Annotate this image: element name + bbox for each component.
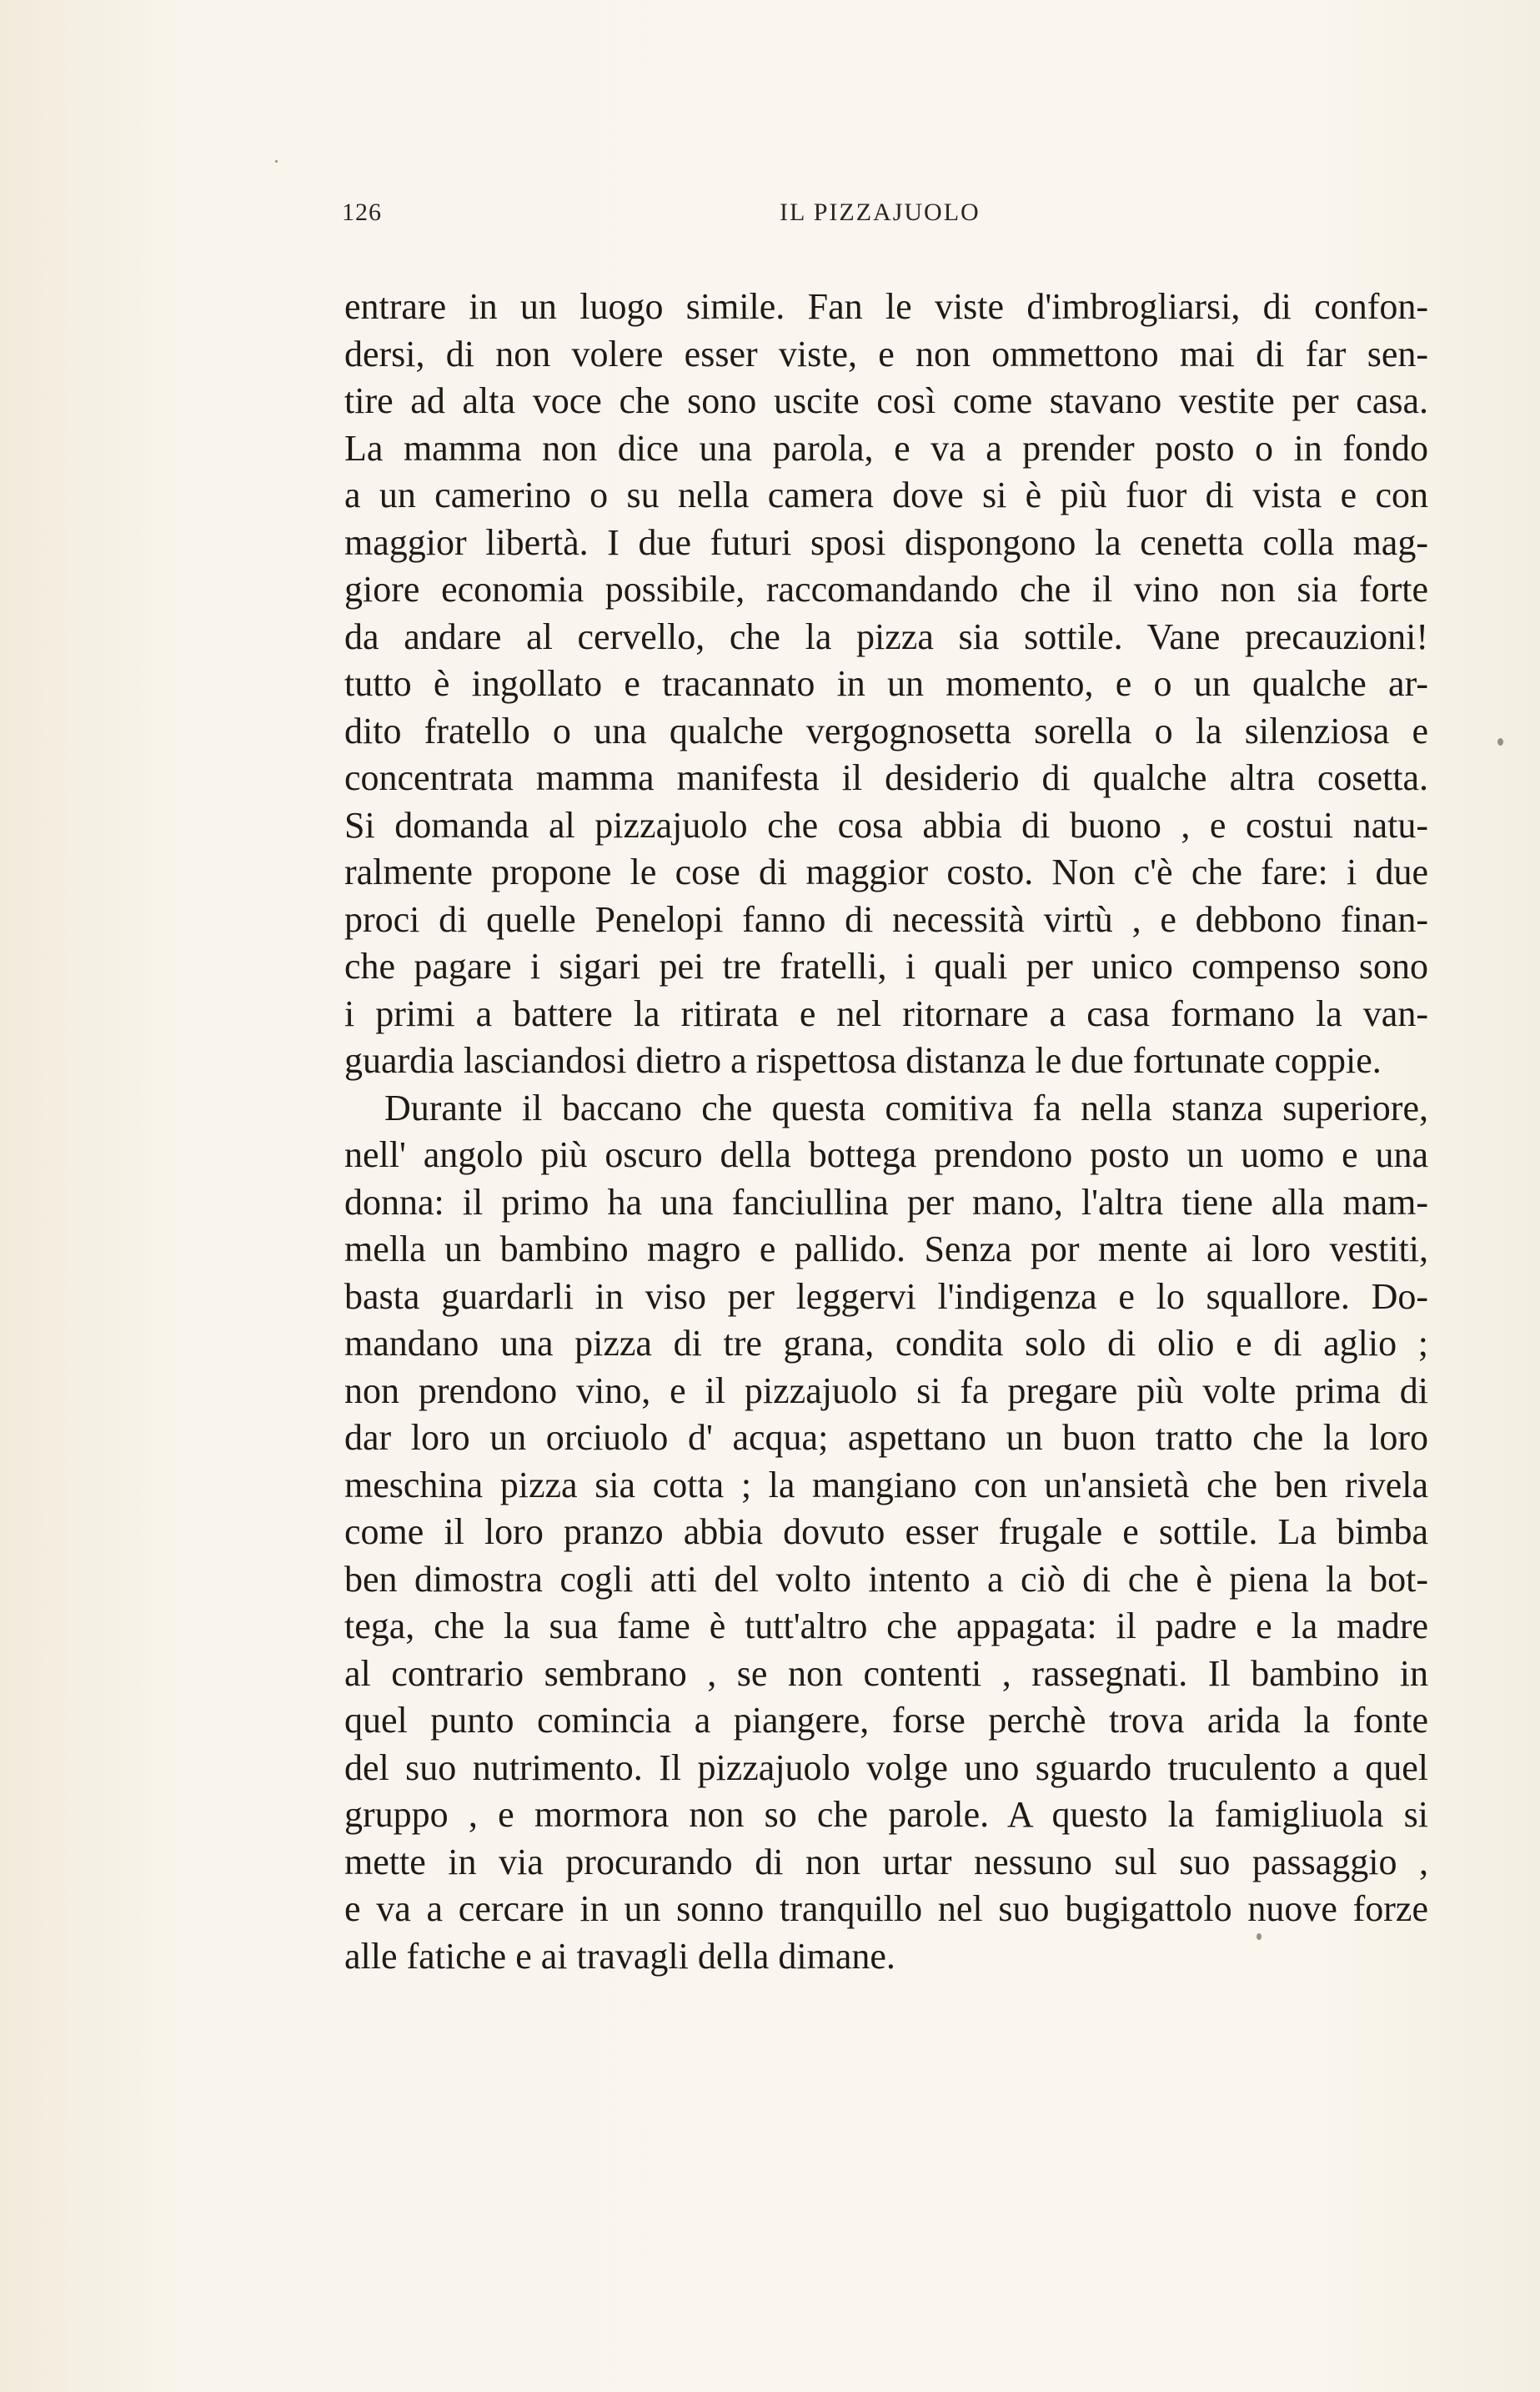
text-line: guardia lasciandosi dietro a rispettosa distanza le due fortunate coppie. <box>344 1040 1382 1081</box>
text-line: tega, che la sua fame è tutt'altro che appagata: il padre e la madre <box>344 1606 1428 1646</box>
text-line: giore economia possibile, raccomandando che il vino non sia forte <box>344 569 1428 610</box>
paper-speck <box>275 160 278 163</box>
text-line: dersi, di non volere esser viste, e non ommettono mai di far sen- <box>344 333 1428 374</box>
body-text <box>344 284 1428 1980</box>
text-line: alle fatiche e ai travagli della dimane. <box>344 1935 895 1977</box>
text-line: tutto è ingollato e tracannato in un momento, e o un qualche ar- <box>344 663 1428 704</box>
text-line: mandano una pizza di tre grana, condita solo di olio e di aglio ; <box>344 1323 1428 1364</box>
text-line: proci di quelle Penelopi fanno di necessità virtù , e debbono finan- <box>344 898 1428 940</box>
paper-speck <box>1257 1933 1262 1940</box>
text-line: Si domanda al pizzajuolo che cosa abbia di buono , e costui natu- <box>344 804 1428 846</box>
paragraph-2 <box>344 1085 1428 1981</box>
text-line: mella un bambino magro e pallido. Senza por mente ai loro vestiti, <box>344 1229 1428 1269</box>
text-line: ralmente propone le cose di maggior costo. Non c'è che fare: i due <box>344 852 1428 892</box>
text-line: maggior libertà. I due futuri sposi dispongono la cenetta colla mag- <box>344 521 1428 563</box>
text-line: dar loro un orciuolo d' acqua; aspettano un buon tratto che la loro <box>344 1417 1428 1458</box>
text-line: dito fratello o una qualche vergognosetta sorella o la silenziosa e <box>344 710 1428 751</box>
text-line: da andare al cervello, che la pizza sia sottile. Vane precauzioni! <box>344 616 1428 657</box>
text-line: nell' angolo più oscuro della bottega prendono posto un uomo e una <box>344 1134 1428 1175</box>
text-line: ben dimostra cogli atti del volto intento a ciò di che è piena la bot- <box>344 1558 1428 1600</box>
text-line: che pagare i sigari pei tre fratelli, i quali per unico compenso sono <box>344 946 1428 987</box>
text-line: e va a cercare in un sonno tranquillo nel suo bugigattolo nuove forze <box>344 1888 1428 1929</box>
text-line: basta guardarli in viso per leggervi l'indigenza e lo squallore. Do- <box>344 1275 1428 1317</box>
text-line: meschina pizza sia cotta ; la mangiano con un'ansietà che ben rivela <box>344 1464 1428 1505</box>
text-line: i primi a battere la ritirata e nel ritornare a casa formano la van- <box>344 992 1428 1034</box>
text-line: Durante il baccano che questa comitiva fa nella stanza superiore, <box>384 1087 1428 1128</box>
running-title: IL PIZZAJUOLO <box>780 198 981 226</box>
text-line: concentrata mamma manifesta il desiderio di qualche altra cosetta. <box>344 757 1428 798</box>
running-head <box>342 198 1426 239</box>
text-line: La mamma non dice una parola, e va a prender posto o in fondo <box>344 427 1428 469</box>
page-number: 126 <box>342 198 382 226</box>
text-line: donna: il primo ha una fanciullina per mano, l'altra tiene alla mam- <box>344 1181 1428 1223</box>
text-line: tire ad alta voce che sono uscite così come stavano vestite per casa. <box>344 380 1428 421</box>
text-line: non prendono vino, e il pizzajuolo si fa pregare più volte prima di <box>344 1369 1428 1411</box>
paper-speck <box>1497 738 1503 746</box>
text-line: a un camerino o su nella camera dove si è più fuor di vista e con <box>344 475 1428 515</box>
text-line: del suo nutrimento. Il pizzajuolo volge uno sguardo truculento a quel <box>344 1746 1428 1788</box>
paragraph-1 <box>344 284 1428 1085</box>
text-line: gruppo , e mormora non so che parole. A questo la famigliuola si <box>344 1794 1428 1835</box>
text-line: entrare in un luogo simile. Fan le viste d'imbrogliarsi, di confon- <box>344 286 1428 327</box>
text-line: come il loro pranzo abbia dovuto esser frugale e sottile. La bimba <box>344 1511 1428 1552</box>
text-line: mette in via procurando di non urtar nessuno sul suo passaggio , <box>344 1841 1428 1882</box>
text-line: al contrario sembrano , se non contenti , rassegnati. Il bambino in <box>344 1652 1428 1694</box>
text-line: quel punto comincia a piangere, forse perchè trova arida la fonte <box>344 1700 1428 1741</box>
